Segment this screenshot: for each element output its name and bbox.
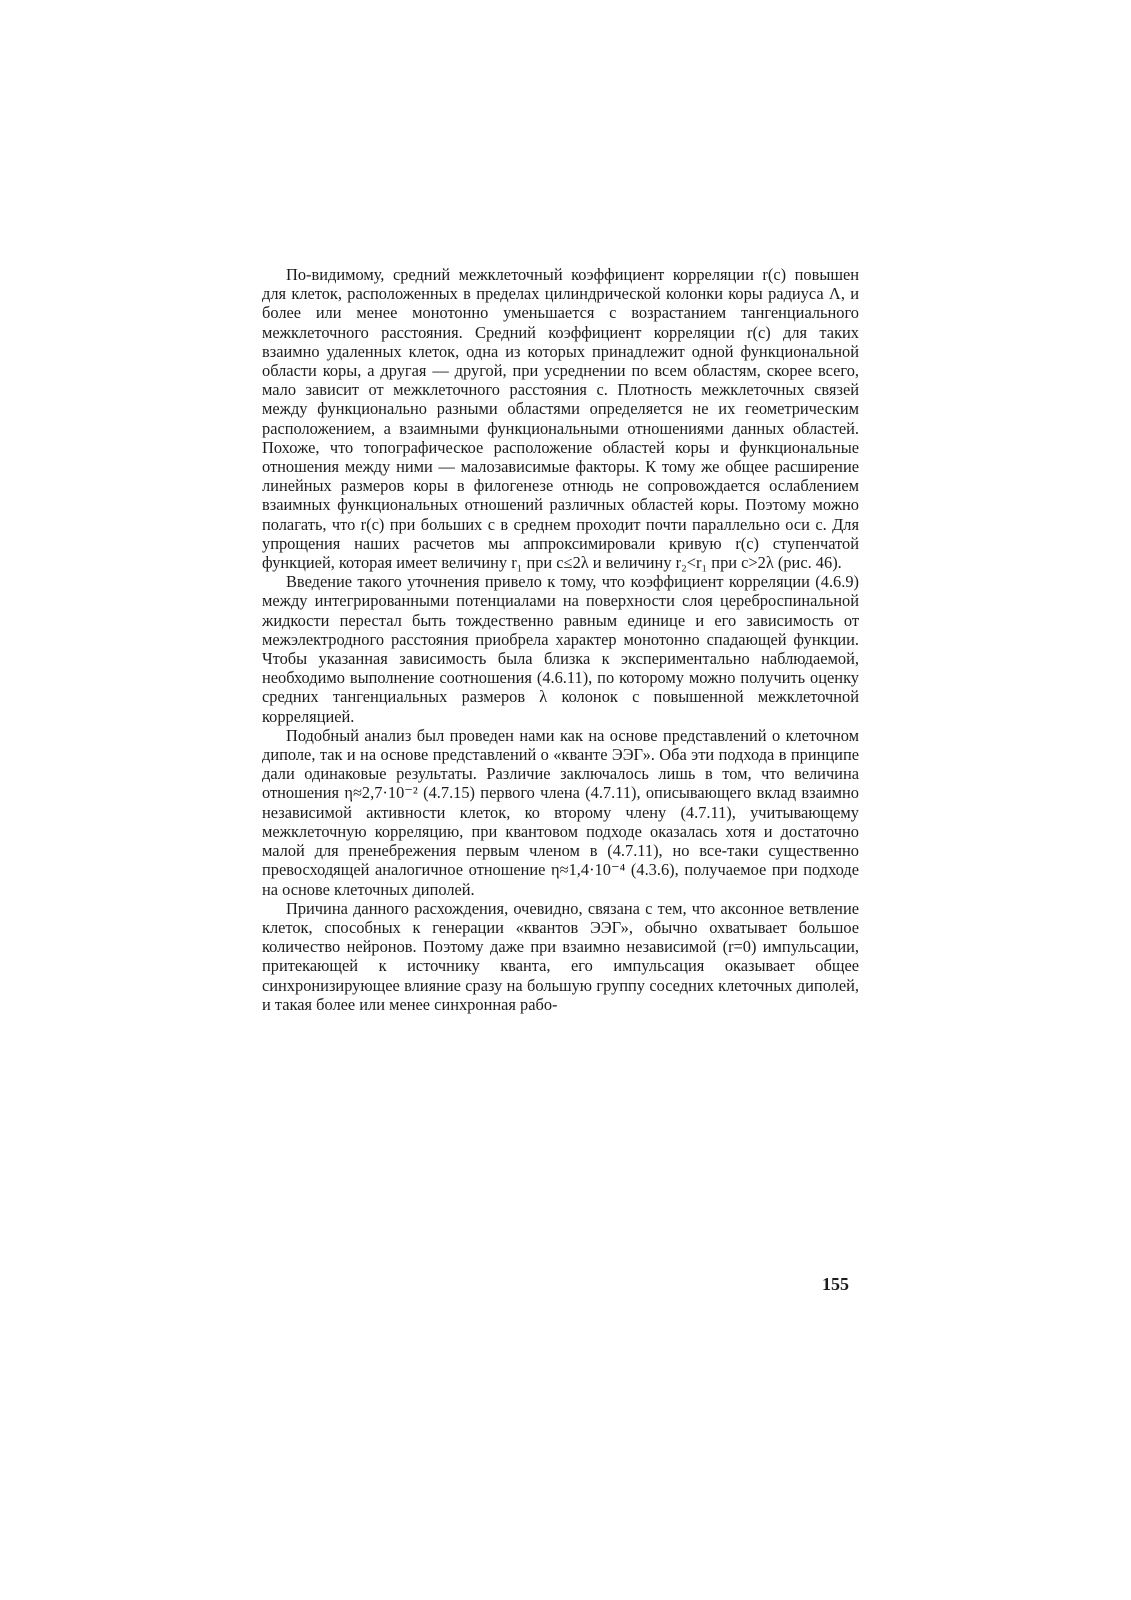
paragraph-3: Подобный анализ был проведен нами как на основе представлений о клеточном диполе, так и на основе представлений о «кванте ЭЭГ». Оба эти подхода в принципе дали одинаковые результаты. Различие заключалось лишь в том, что величина отношения η≈2,7·10⁻² (4.7.15) первого члена (4.7.11), описывающего вклад взаимно независимой активности клеток, ко второму члену (4.7.11), учитывающему межклеточную корреляцию, при квантовом подходе оказалась хотя и достаточно малой для пренебрежения первым членом в (4.7.11), но все-таки существенно превосходящей аналогичное отношение η≈1,4·10⁻⁴ (4.3.6), получаемое при подходе на основе клеточных диполей.: [262, 725, 859, 899]
paragraph-2: Введение такого уточнения привело к тому, что коэффициент корреляции (4.6.9) между интегрированными потенциалами на поверхности слоя цереброспинальной жидкости перестал быть тождественно равным единице и его зависимость от межэлектродного расстояния приобрела характер монотонно спадающей функции. Чтобы указанная зависимость была близка к экспериментально наблюдаемой, необходимо выполнение соотношения (4.6.11), по которому можно получить оценку средних тангенциальных размеров λ колонок с повышенной межклеточной корреляцией.: [262, 572, 859, 726]
paragraph-1: По-видимому, средний межклеточный коэффициент корреляции r(c) повышен для клеток, расположенных в пределах цилиндрической колонки коры радиуса Λ, и более или менее монотонно уменьшается с возрастанием тангенциального межклеточного расстояния. Средний коэффициент корреляции r(c) для таких взаимно удаленных клеток, одна из которых принадлежит одной функциональной области коры, а другая — другой, при усреднении по всем областям, скорее всего, мало зависит от межклеточного расстояния c. Плотность межклеточных связей между функционально разными областями определяется не их геометрическим расположением, а взаимными функциональными отношениями данных областей. Похоже, что топографическое расположение областей коры и функциональные отношения между ними — малозависимые факторы. К тому же общее расширение линейных размеров коры в филогенезе отнюдь не сопровождается ослаблением взаимных функциональных отношений различных областей коры. Поэтому можно полагать, что r(c) при больших c в среднем проходит почти параллельно оси c. Для упрощения наших расчетов мы аппроксимировали кривую r(c) ступенчатой функцией, которая имеет величину r₁ при c≤2λ и величину r₂<r₁ при c>2λ (рис. 46).: [262, 265, 859, 573]
page-number: 155: [822, 1274, 849, 1294]
paragraph-4: Причина данного расхождения, очевидно, связана с тем, что аксонное ветвление клеток, способных к генерации «квантов ЭЭГ», обычно охватывает большое количество нейронов. Поэтому даже при взаимно независимой (r=0) импульсации, притекающей к источнику кванта, его импульсация оказывает общее синхронизирующее влияние сразу на большую группу соседних клеточных диполей, и такая более или менее синхронная рабо-: [262, 898, 859, 1014]
page-text-block: [262, 265, 859, 1014]
